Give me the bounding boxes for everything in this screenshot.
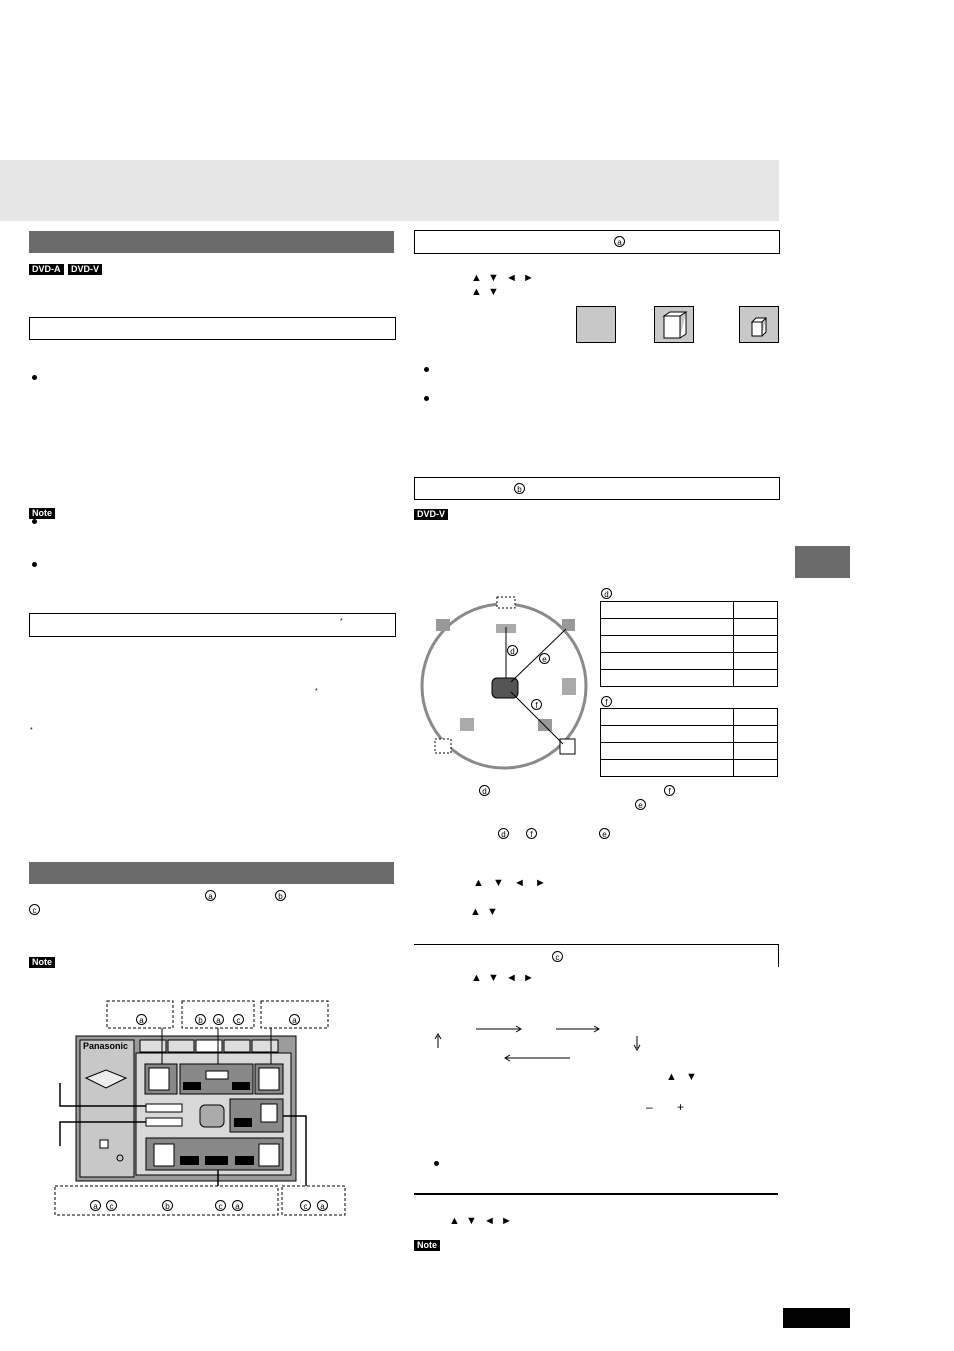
marker-c: c — [233, 1014, 244, 1025]
marker-b: b — [162, 1200, 173, 1211]
up-arrow-icon: ▲ — [449, 1215, 460, 1227]
marker-a: a — [90, 1200, 101, 1211]
marker-d: d — [479, 785, 490, 796]
marker-f: f — [601, 696, 612, 707]
minus-symbol: – — [646, 1100, 653, 1114]
down-arrow-icon: ▼ — [488, 972, 499, 984]
left-arrow-icon: ◄ — [514, 877, 525, 889]
down-arrow-icon: ▼ — [488, 272, 499, 284]
bullet — [32, 562, 37, 567]
section-header-left-2 — [29, 862, 394, 884]
subheading-box-a — [414, 230, 780, 254]
marker-c: c — [552, 951, 563, 962]
bullet — [32, 519, 37, 524]
marker-c: c — [300, 1200, 311, 1211]
screen-diagram — [50, 998, 350, 1220]
marker-f: f — [526, 828, 537, 839]
note-label-3: Note — [414, 1235, 440, 1253]
bullet — [424, 367, 429, 372]
sequence-arrows — [430, 1020, 650, 1065]
badge-dvd-a: DVD-A — [29, 264, 64, 275]
left-arrow-icon: ◄ — [506, 272, 517, 284]
down-arrow-icon: ▼ — [493, 877, 504, 889]
up-arrow-icon: ▲ — [471, 972, 482, 984]
disc-badges — [29, 259, 102, 277]
badge-dvd-v-2: DVD-V — [414, 504, 448, 522]
divider-line — [414, 1193, 778, 1195]
up-arrow-icon: ▲ — [473, 877, 484, 889]
distance-table-d — [600, 601, 778, 687]
marker-c: c — [29, 904, 40, 915]
marker-b: b — [195, 1014, 206, 1025]
down-arrow-icon: ▼ — [488, 286, 499, 298]
right-arrow-icon: ► — [501, 1215, 512, 1227]
subheading-box-1 — [29, 317, 396, 340]
marker-e: e — [539, 653, 550, 664]
distance-table-f — [600, 708, 778, 777]
right-arrow-icon: ► — [535, 877, 546, 889]
marker-a: a — [614, 236, 625, 247]
plus-symbol: + — [677, 1100, 685, 1114]
marker-b: b — [514, 483, 525, 494]
section-header-left-1 — [29, 231, 394, 253]
marker-e: e — [635, 799, 646, 810]
marker-a: a — [136, 1014, 147, 1025]
chapter-side-tab — [795, 546, 850, 578]
left-arrow-icon: ◄ — [484, 1215, 495, 1227]
marker-d: d — [507, 645, 518, 656]
up-arrow-icon: ▲ — [471, 272, 482, 284]
bullet — [434, 1161, 439, 1166]
marker-a: a — [317, 1200, 328, 1211]
right-arrow-icon: ► — [523, 972, 534, 984]
screen-diagram-svg — [50, 998, 350, 1220]
marker-e: e — [599, 828, 610, 839]
up-arrow-icon: ▲ — [471, 286, 482, 298]
footnote-asterisk: * — [315, 688, 318, 695]
bullet — [32, 375, 37, 380]
speaker-distance-diagram — [418, 592, 588, 774]
page-number-block — [783, 1308, 850, 1328]
brand-label: Panasonic — [83, 1041, 129, 1051]
marker-c: c — [106, 1200, 117, 1211]
up-arrow-icon: ▲ — [666, 1071, 677, 1083]
subheading-box-c — [414, 944, 779, 967]
marker-c: c — [215, 1200, 226, 1211]
marker-f: f — [664, 785, 675, 796]
left-arrow-icon: ◄ — [506, 972, 517, 984]
marker-a: a — [289, 1014, 300, 1025]
up-arrow-icon: ▲ — [470, 906, 481, 918]
down-arrow-icon: ▼ — [686, 1071, 697, 1083]
marker-d: d — [498, 828, 509, 839]
down-arrow-icon: ▼ — [487, 906, 498, 918]
marker-f: f — [531, 699, 542, 710]
right-arrow-icon: ► — [523, 272, 534, 284]
speaker-size-icons — [576, 306, 780, 344]
note-label-1: Note — [29, 503, 55, 521]
bullet — [424, 396, 429, 401]
footnote-asterisk: * — [30, 727, 33, 734]
marker-a: a — [213, 1014, 224, 1025]
footnote-asterisk: * — [340, 618, 343, 625]
marker-d: d — [601, 588, 612, 599]
subheading-box-2 — [29, 613, 396, 637]
down-arrow-icon: ▼ — [466, 1215, 477, 1227]
note-label-2: Note — [29, 952, 55, 970]
marker-b: b — [275, 890, 286, 901]
marker-a: a — [232, 1200, 243, 1211]
marker-a: a — [205, 890, 216, 901]
badge-dvd-v: DVD-V — [68, 264, 102, 275]
header-band — [0, 160, 779, 221]
subheading-box-b — [414, 477, 780, 500]
